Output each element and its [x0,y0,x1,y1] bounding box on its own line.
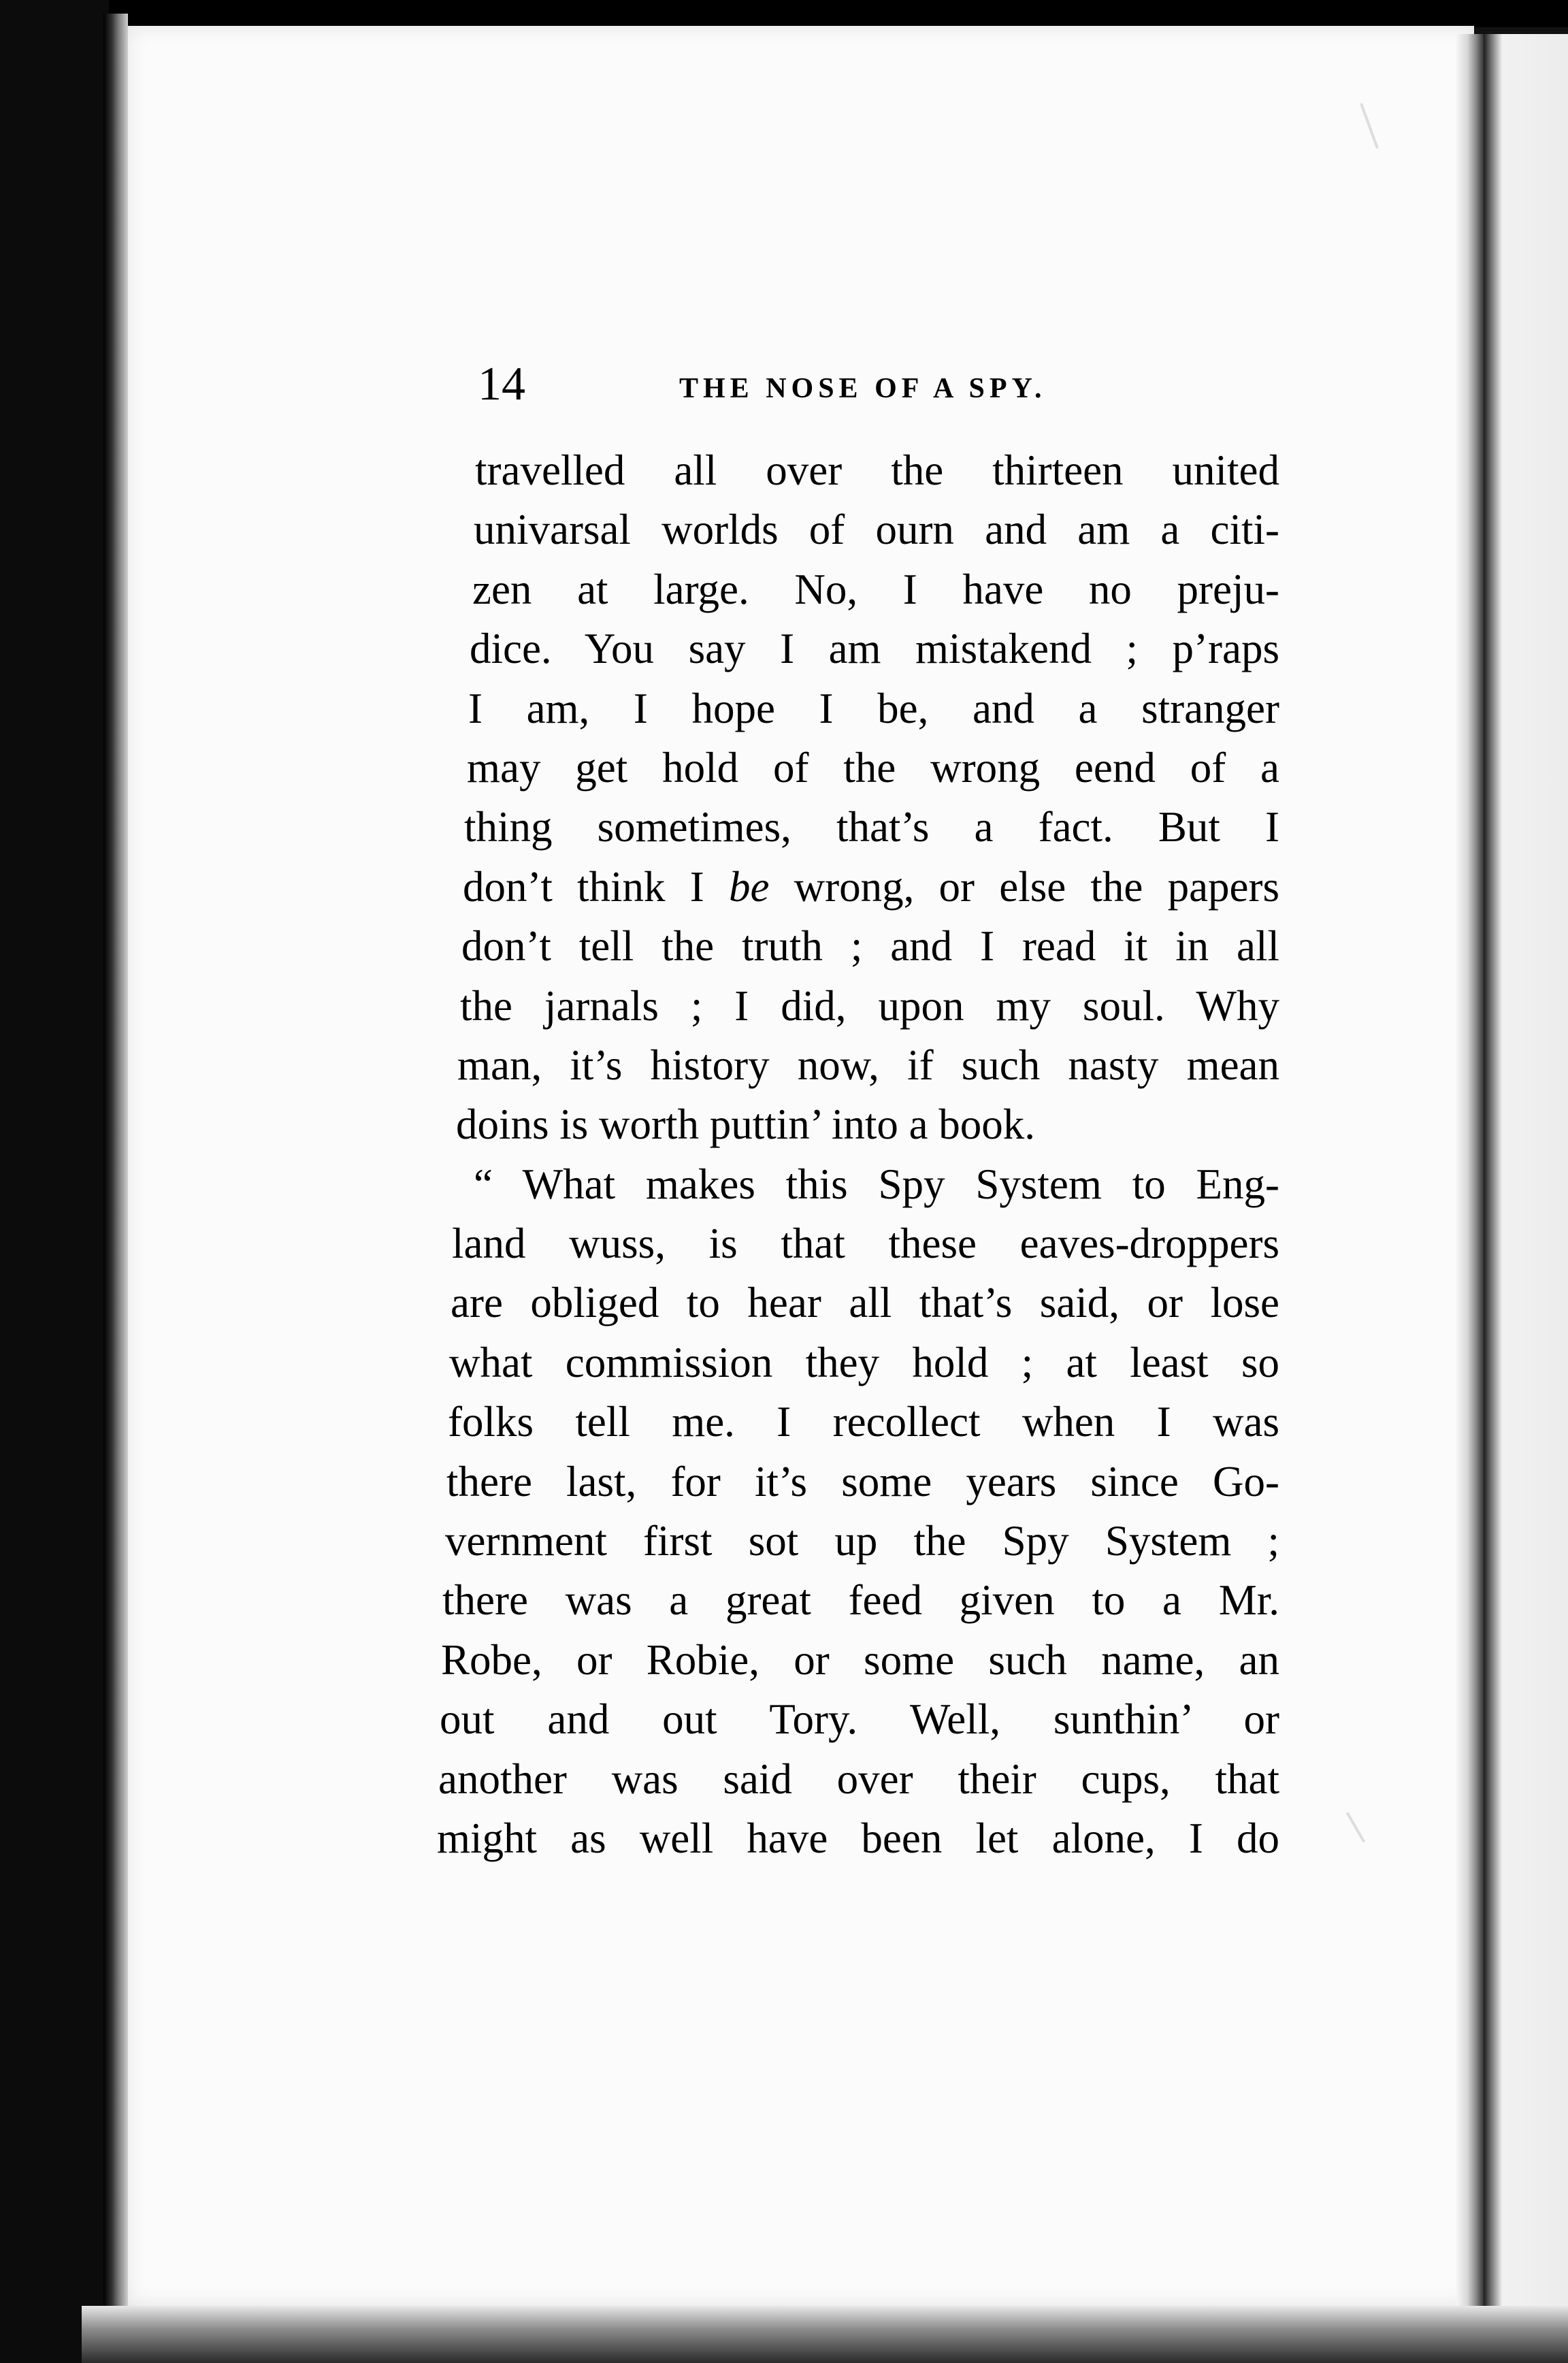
text-line: univarsal worlds of ourn and am a citi- [474,506,1279,554]
book-binding-edge [103,14,128,2341]
text-line: zen at large. No, I have no preju- [472,565,1279,613]
body-text [436,441,1279,1868]
text-line: travelled all over the thirteen united [475,446,1279,494]
italic-word: be [728,862,770,911]
text-line: thing sometimes, that’s a fact. But I [464,803,1279,851]
facing-page-strip [1484,34,1568,2363]
text-fragment: don’t think I [463,862,729,911]
text-line: man, it’s history now, if such nasty mean [457,1041,1279,1089]
page-header [478,354,1282,415]
text-line: I am, I hope I be, and a stranger [468,684,1279,732]
text-line: are obliged to hear all that’s said, or lose [451,1279,1279,1327]
scan-top-border [0,0,1568,27]
text-line: there last, for it’s some years since Go- [446,1457,1279,1505]
text-line: out and out Tory. Well, sunthin’ or [440,1695,1279,1744]
text-line: what commission they hold ; at least so [449,1338,1279,1386]
text-line: the jarnals ; I did, upon my soul. Why [460,981,1279,1030]
running-head: THE NOSE OF A SPY. [679,373,1047,404]
text-fragment: wrong, or else the papers [769,862,1279,911]
text-line-paragraph-start: “ What makes this Spy System to Eng- [474,1160,1279,1208]
text-line: dice. You say I am mistakend ; p’raps [470,625,1279,673]
scan-left-margin [0,0,109,2363]
text-line-paragraph-end: doins is worth puttin’ into a book. [456,1101,1036,1149]
page-right-edge [1456,34,1484,2334]
text-line: another was said over their cups, that [438,1755,1279,1803]
text-line: land wuss, is that these eaves-droppers [452,1220,1279,1268]
text-line: there was a great feed given to a Mr. [442,1576,1279,1625]
text-line: Robe, or Robie, or some such name, an [441,1635,1279,1684]
text-line: may get hold of the wrong eend of a [467,743,1279,792]
page-number: 14 [478,358,525,410]
text-line: might as well have been let alone, I do [437,1814,1279,1862]
text-line: don’t tell the truth ; and I read it in all [461,922,1279,971]
text-line: vernment first sot up the Spy System ; [445,1517,1279,1565]
text-line-with-italic [463,858,1279,917]
text-line: folks tell me. I recollect when I was [448,1398,1279,1446]
page-bottom-edge [82,2306,1568,2363]
